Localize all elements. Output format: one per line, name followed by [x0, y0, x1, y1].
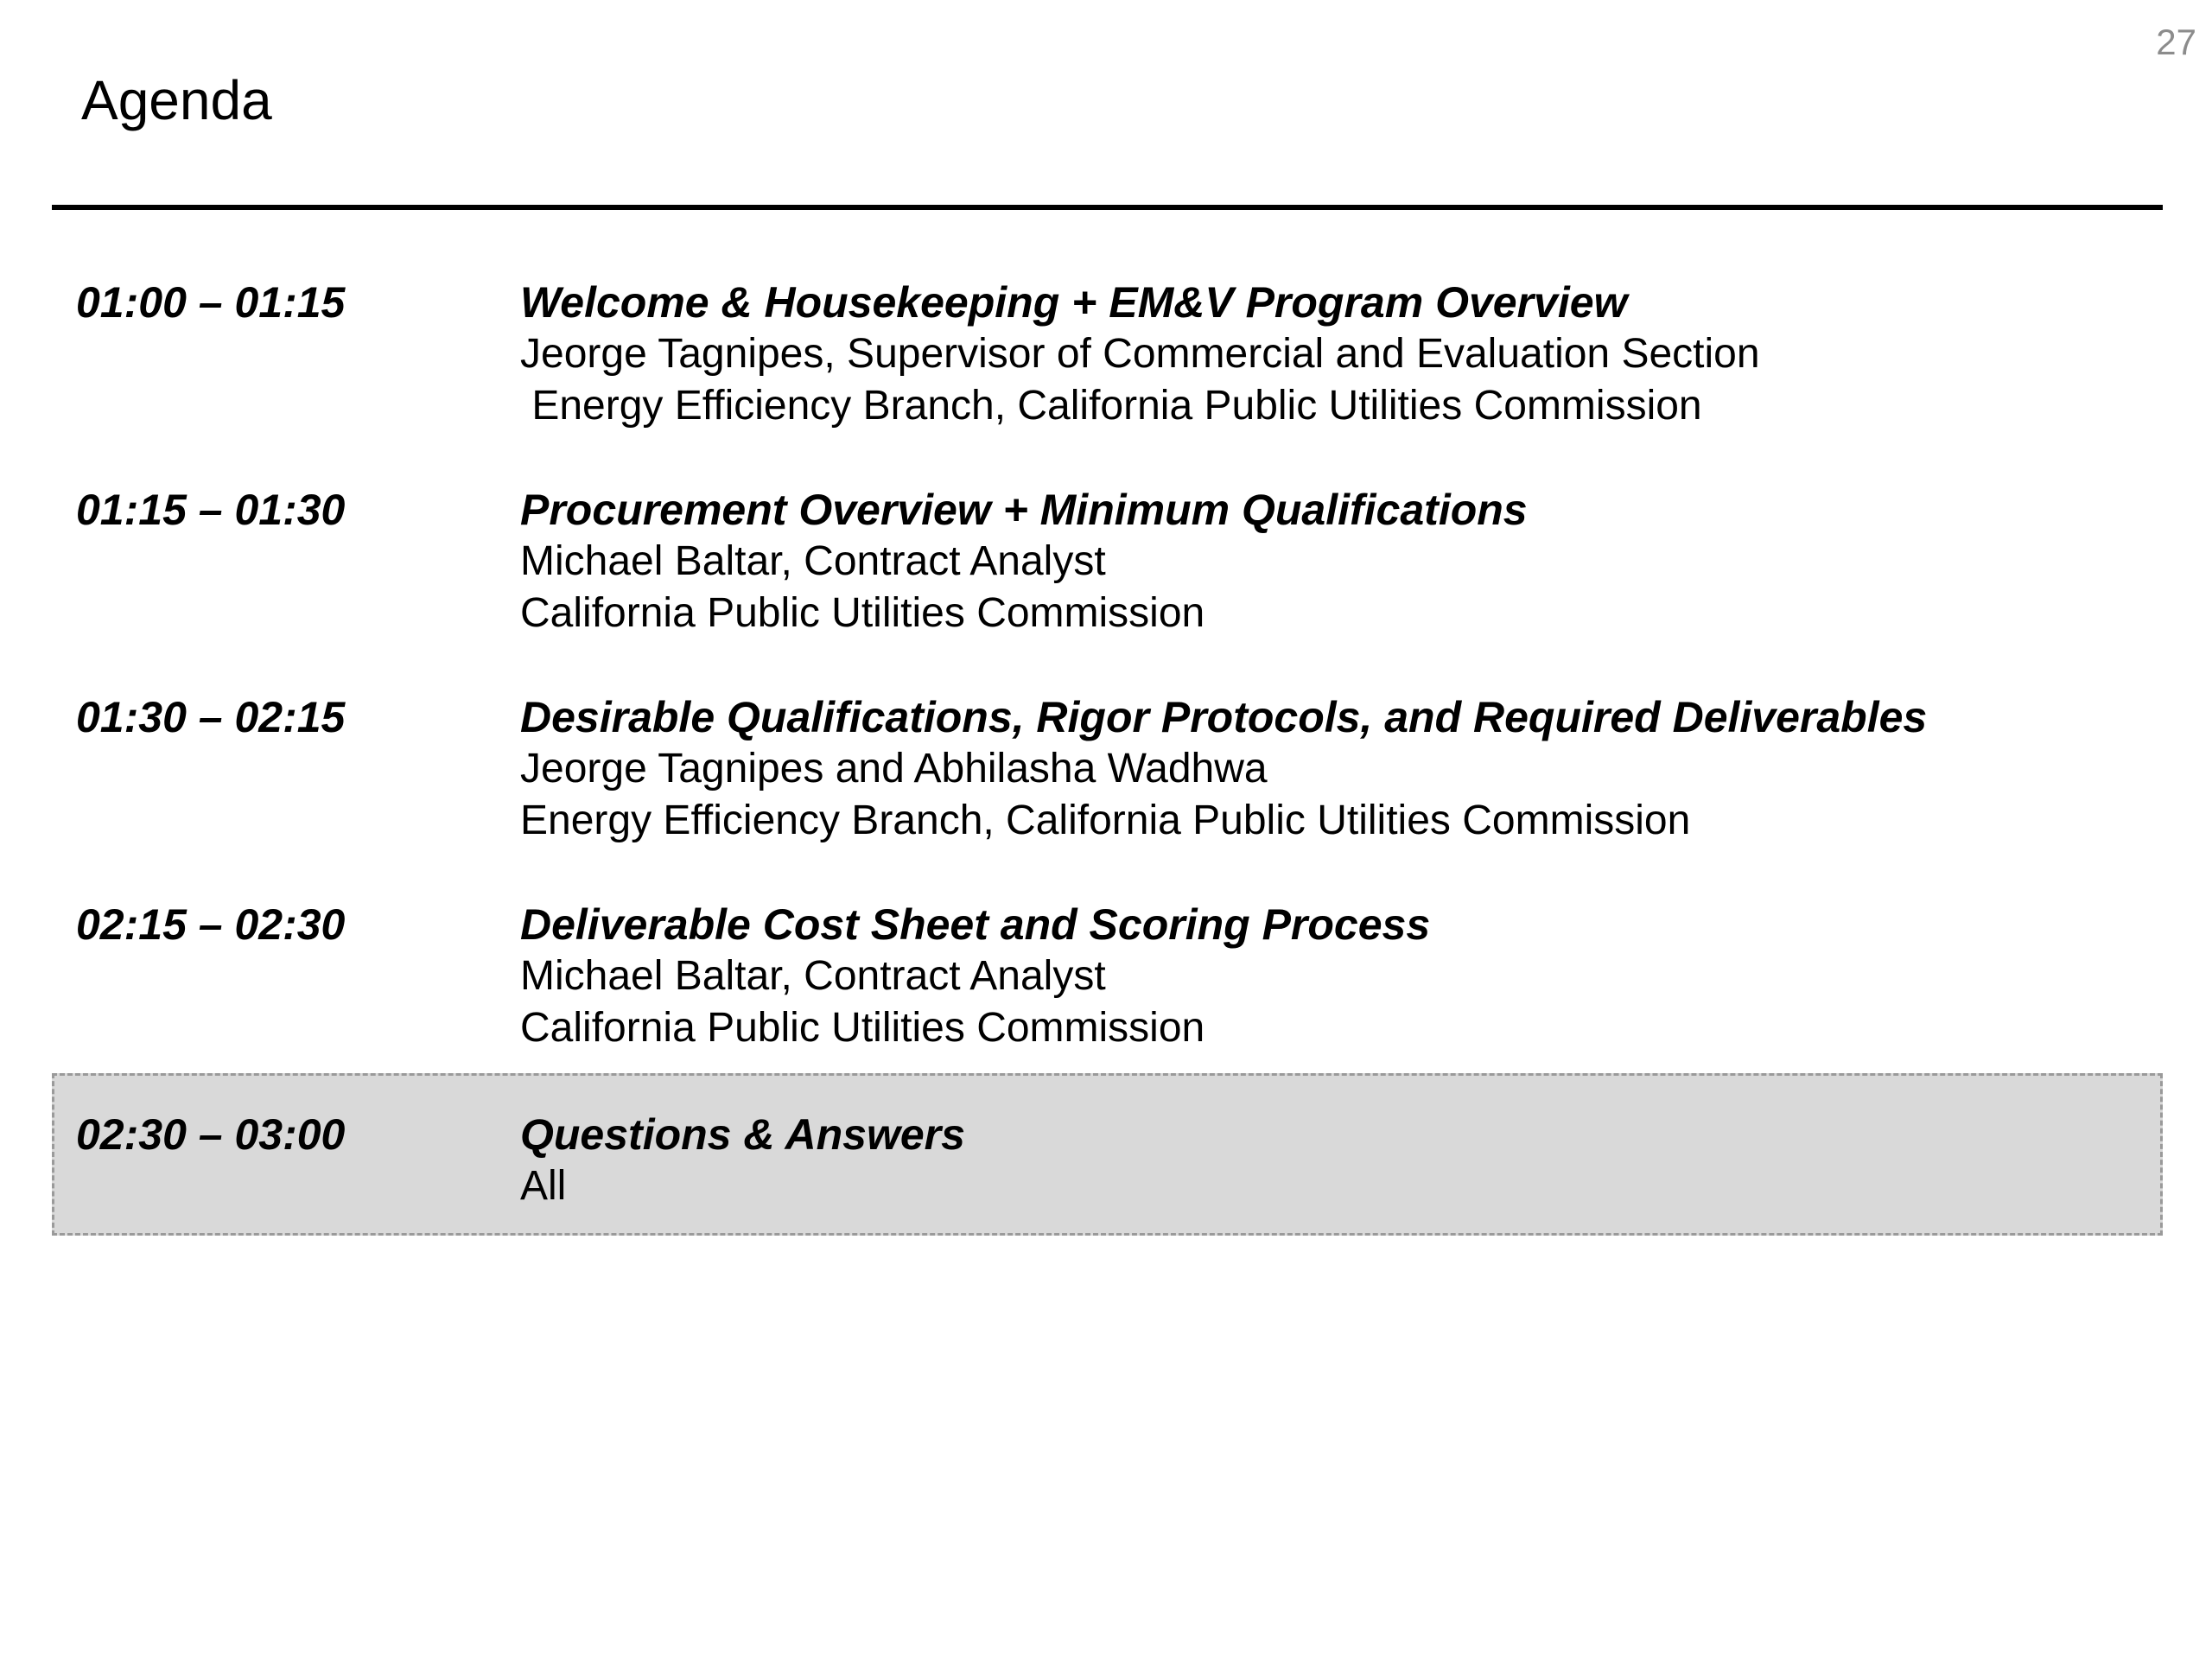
title-divider: [52, 205, 2163, 210]
agenda-item-details: [520, 1109, 2143, 1212]
agenda-item-affiliation: Energy Efficiency Branch, California Public Utilities Commission: [520, 383, 1702, 429]
agenda-item-time: 01:15 – 01:30: [76, 486, 346, 534]
agenda-item-topic: Questions & Answers: [520, 1110, 965, 1159]
agenda-item-affiliation: Energy Efficiency Branch, California Public Utilities Commission: [520, 798, 1691, 843]
agenda-item-time: 02:15 – 02:30: [76, 900, 346, 949]
agenda-item: [52, 477, 2163, 650]
agenda-item-details: [520, 484, 2145, 639]
agenda-item-speaker: Michael Baltar, Contract Analyst: [520, 953, 1106, 999]
agenda-item-topic: Desirable Qualifications, Rigor Protocols, and Required Deliverables: [520, 693, 1928, 741]
agenda-item-speaker: Jeorge Tagnipes, Supervisor of Commercial and Evaluation Section: [520, 331, 1760, 377]
agenda-item-highlighted: [52, 1073, 2163, 1236]
agenda-item: [52, 684, 2163, 857]
agenda-item-topic: Welcome & Housekeeping + EM&V Program Overview: [520, 278, 1628, 327]
agenda-item-speaker: Jeorge Tagnipes and Abhilasha Wadhwa: [520, 746, 1268, 791]
agenda-item-details: [520, 276, 2145, 432]
agenda-item-details: [520, 691, 2145, 847]
agenda-item-affiliation: California Public Utilities Commission: [520, 590, 1205, 636]
agenda-item: [52, 892, 2163, 1065]
agenda-item-time: 02:30 – 03:00: [76, 1110, 346, 1159]
agenda-item-time: 01:00 – 01:15: [76, 278, 346, 327]
agenda-item-affiliation: California Public Utilities Commission: [520, 1005, 1205, 1051]
agenda-item-topic: Deliverable Cost Sheet and Scoring Process: [520, 900, 1431, 949]
agenda-item-speaker: All: [520, 1163, 567, 1209]
slide-number: 27: [2156, 22, 2196, 62]
agenda-item-topic: Procurement Overview + Minimum Qualifications: [520, 486, 1528, 534]
agenda-item-speaker: Michael Baltar, Contract Analyst: [520, 538, 1106, 584]
agenda-item: [52, 270, 2163, 442]
agenda-item-details: [520, 899, 2145, 1054]
slide-title: Agenda: [81, 69, 272, 131]
agenda-item-time: 01:30 – 02:15: [76, 693, 346, 741]
